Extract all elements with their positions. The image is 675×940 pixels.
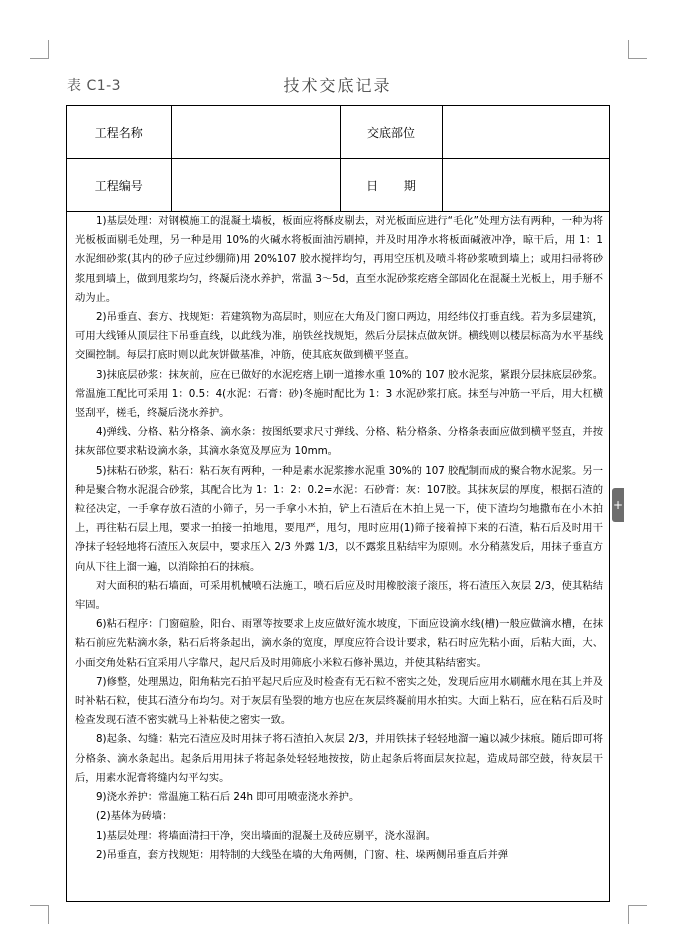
paragraph: 6)粘石程序：门窗碹脸，阳台、雨罩等按要求上皮应做好流水坡度，下面应设滴水线(槽)一般应做滴水槽，在抹粘石前应先粘滴水条，粘石后将条起出，滴水条的宽度，厚度应符合设计要求，粘石时应先粘小面，后粘大面，大、小面交角处粘石宜采用八字靠尺，起尺后及时用筛底小米粒石修补黑边，并使其粘结密实。 — [75, 618, 603, 669]
crop-mark-top-left — [30, 40, 49, 59]
paragraph: 1)基层处理：将墙面清扫干净，突出墙面的混凝土及砖应剔平，浇水湿润。 — [96, 829, 437, 842]
project-no-value[interactable] — [171, 159, 340, 212]
crop-mark-bottom-left — [30, 905, 49, 924]
project-name-value[interactable] — [171, 106, 340, 159]
side-expand-tab[interactable] — [612, 488, 624, 522]
location-label: 交底部位 — [340, 106, 442, 159]
header-table — [67, 106, 609, 212]
record-sheet — [66, 105, 610, 902]
document-title: 技术交底记录 — [283, 76, 392, 95]
plus-icon: + — [612, 498, 624, 512]
header-row-2 — [67, 159, 609, 212]
date-label: 日 期 — [340, 159, 442, 212]
location-value[interactable] — [442, 106, 609, 159]
paragraph: 1)基层处理：对钢模施工的混凝土墙板，板面应将酥皮剔去，对光板面应进行“毛化”处理方法有两种，一种为将光板板面剔毛处理，另一种是用 10%的火碱水将板面油污刷掉，并及时用净水将板面碱液冲净，晾干后，用 1：1 水泥细砂浆(其内的砂子应过纱绷筛)用 20%107 胶水搅拌均匀，再用空压机及喷斗将砂浆喷到墙上；或用扫帚将砂浆甩到墙上，做到甩浆均匀，终凝后浇水养护，常温 3～5d，直至水泥砂浆疙瘩全部固化在混凝土光板上，用手掰不动为止。 — [75, 215, 603, 304]
paragraph: 3)抹底层砂浆：抹灰前，应在已做好的水泥疙瘩上刷一道掺水重 10%的 107 胶水泥浆，紧跟分层抹底层砂浆。常温施工配比可采用 1：0.5：4(水泥：石膏：砂)冬施时配比为 1：3 水泥砂浆打底。抹至与冲筋一平后，用大杠横竖刮平，槎毛，终凝后浇水养护。 — [75, 368, 603, 420]
paragraph: 2)吊垂直、套方、找规矩：若建筑物为高层时，则应在大角及门窗口两边，用经纬仪打垂直线。若为多层建筑，可用大线锤从顶层往下吊垂直线，以此线为准，崩铁丝找规矩，然后分层抹点做灰饼。横线则以楼层标高为水平基线交圈控制。每层打底时则以此灰饼做基准，冲筋，使其底灰做到横平竖直。 — [75, 311, 603, 362]
disclosure-content — [75, 212, 603, 865]
project-no-label: 工程编号 — [67, 159, 171, 212]
paragraph: (2)基体为砖墙： — [96, 810, 173, 823]
paragraph: 4)弹线、分格、粘分格条、滴水条：按图纸要求尺寸弹线、分格、粘分格条、分格条表面应做到横平竖直，并按抹灰部位要求粘设滴水条，其滴水条宽及厚应为 10mm。 — [75, 426, 603, 458]
paragraph: 5)抹粘石砂浆，粘石：粘石灰有两种，一种是素水泥浆掺水泥重 30%的 107 胶配制而成的聚合物水泥浆。另一种是聚合物水泥混合砂浆，其配合比为 1：1：2：0.2=水泥：石砂膏：灰：107胶。其抹灰层的厚度，根据石渣的粒径决定，一手拿存放石渣的小筛子，另一手拿小木拍，铲上石渣后在木拍上晃一下，使下渣均匀地撒布在小木拍上，再往粘石层上甩，要求一拍接一拍地甩，要甩严，甩匀，甩时应用(1)筛子接着掉下来的石渣，粘石后及时用干净抹子轻轻地将石渣压入灰层中，要求压入 2/3 外露 1/3，以不露浆且粘结牢为原则。水分稍蒸发后，用抹子垂直方向从下往上溜一遍，以消除拍石的抹痕。 — [75, 464, 603, 573]
form-number: 表 C1-3 — [67, 78, 122, 94]
crop-mark-bottom-right — [628, 905, 647, 924]
header-row-1 — [67, 106, 609, 159]
project-name-label: 工程名称 — [67, 106, 171, 159]
paragraph: 9)浇水养护：常温施工粘石后 24h 即可用喷壶浇水养护。 — [96, 791, 360, 804]
paragraph: 对大面积的粘石墙面，可采用机械喷石法施工，喷石后应及时用橡胶滚子滚压，将石渣压入灰层 2/3，使其粘结牢固。 — [75, 579, 603, 612]
paragraph: 7)修整，处理黑边，阳角粘完石拍平起尺后应及时检查有无石粒不密实之处，发现后应用水刷蘸水甩在其上并及时补粘石粒，使其石渣分布均匀。对于灰层有坠裂的地方也应在灰层终凝前用水拍实。大面上粘石，应在粘石后及时检查发现石渣不密实就马上补粘使之密实一致。 — [75, 675, 603, 727]
paragraph: 8)起条、勾缝：粘完石渣应及时用抹子将石渣拍入灰层 2/3，并用铁抹子轻轻地溜一遍以减少抹痕。随后即可将分格条、滴水条起出。起条后用用抹子将起条处轻轻地按按，防止起条后将面层灰拉起，造成局部空鼓，待灰层干后，用素水泥膏将缝内勾平勾实。 — [75, 733, 603, 784]
paragraph: 2)吊垂直，套方找规矩：用特制的大线坠在墙的大角两侧，门窗、柱、垛两侧吊垂直后并弹 — [96, 848, 509, 861]
date-value[interactable] — [442, 159, 609, 212]
crop-mark-top-right — [628, 40, 647, 59]
